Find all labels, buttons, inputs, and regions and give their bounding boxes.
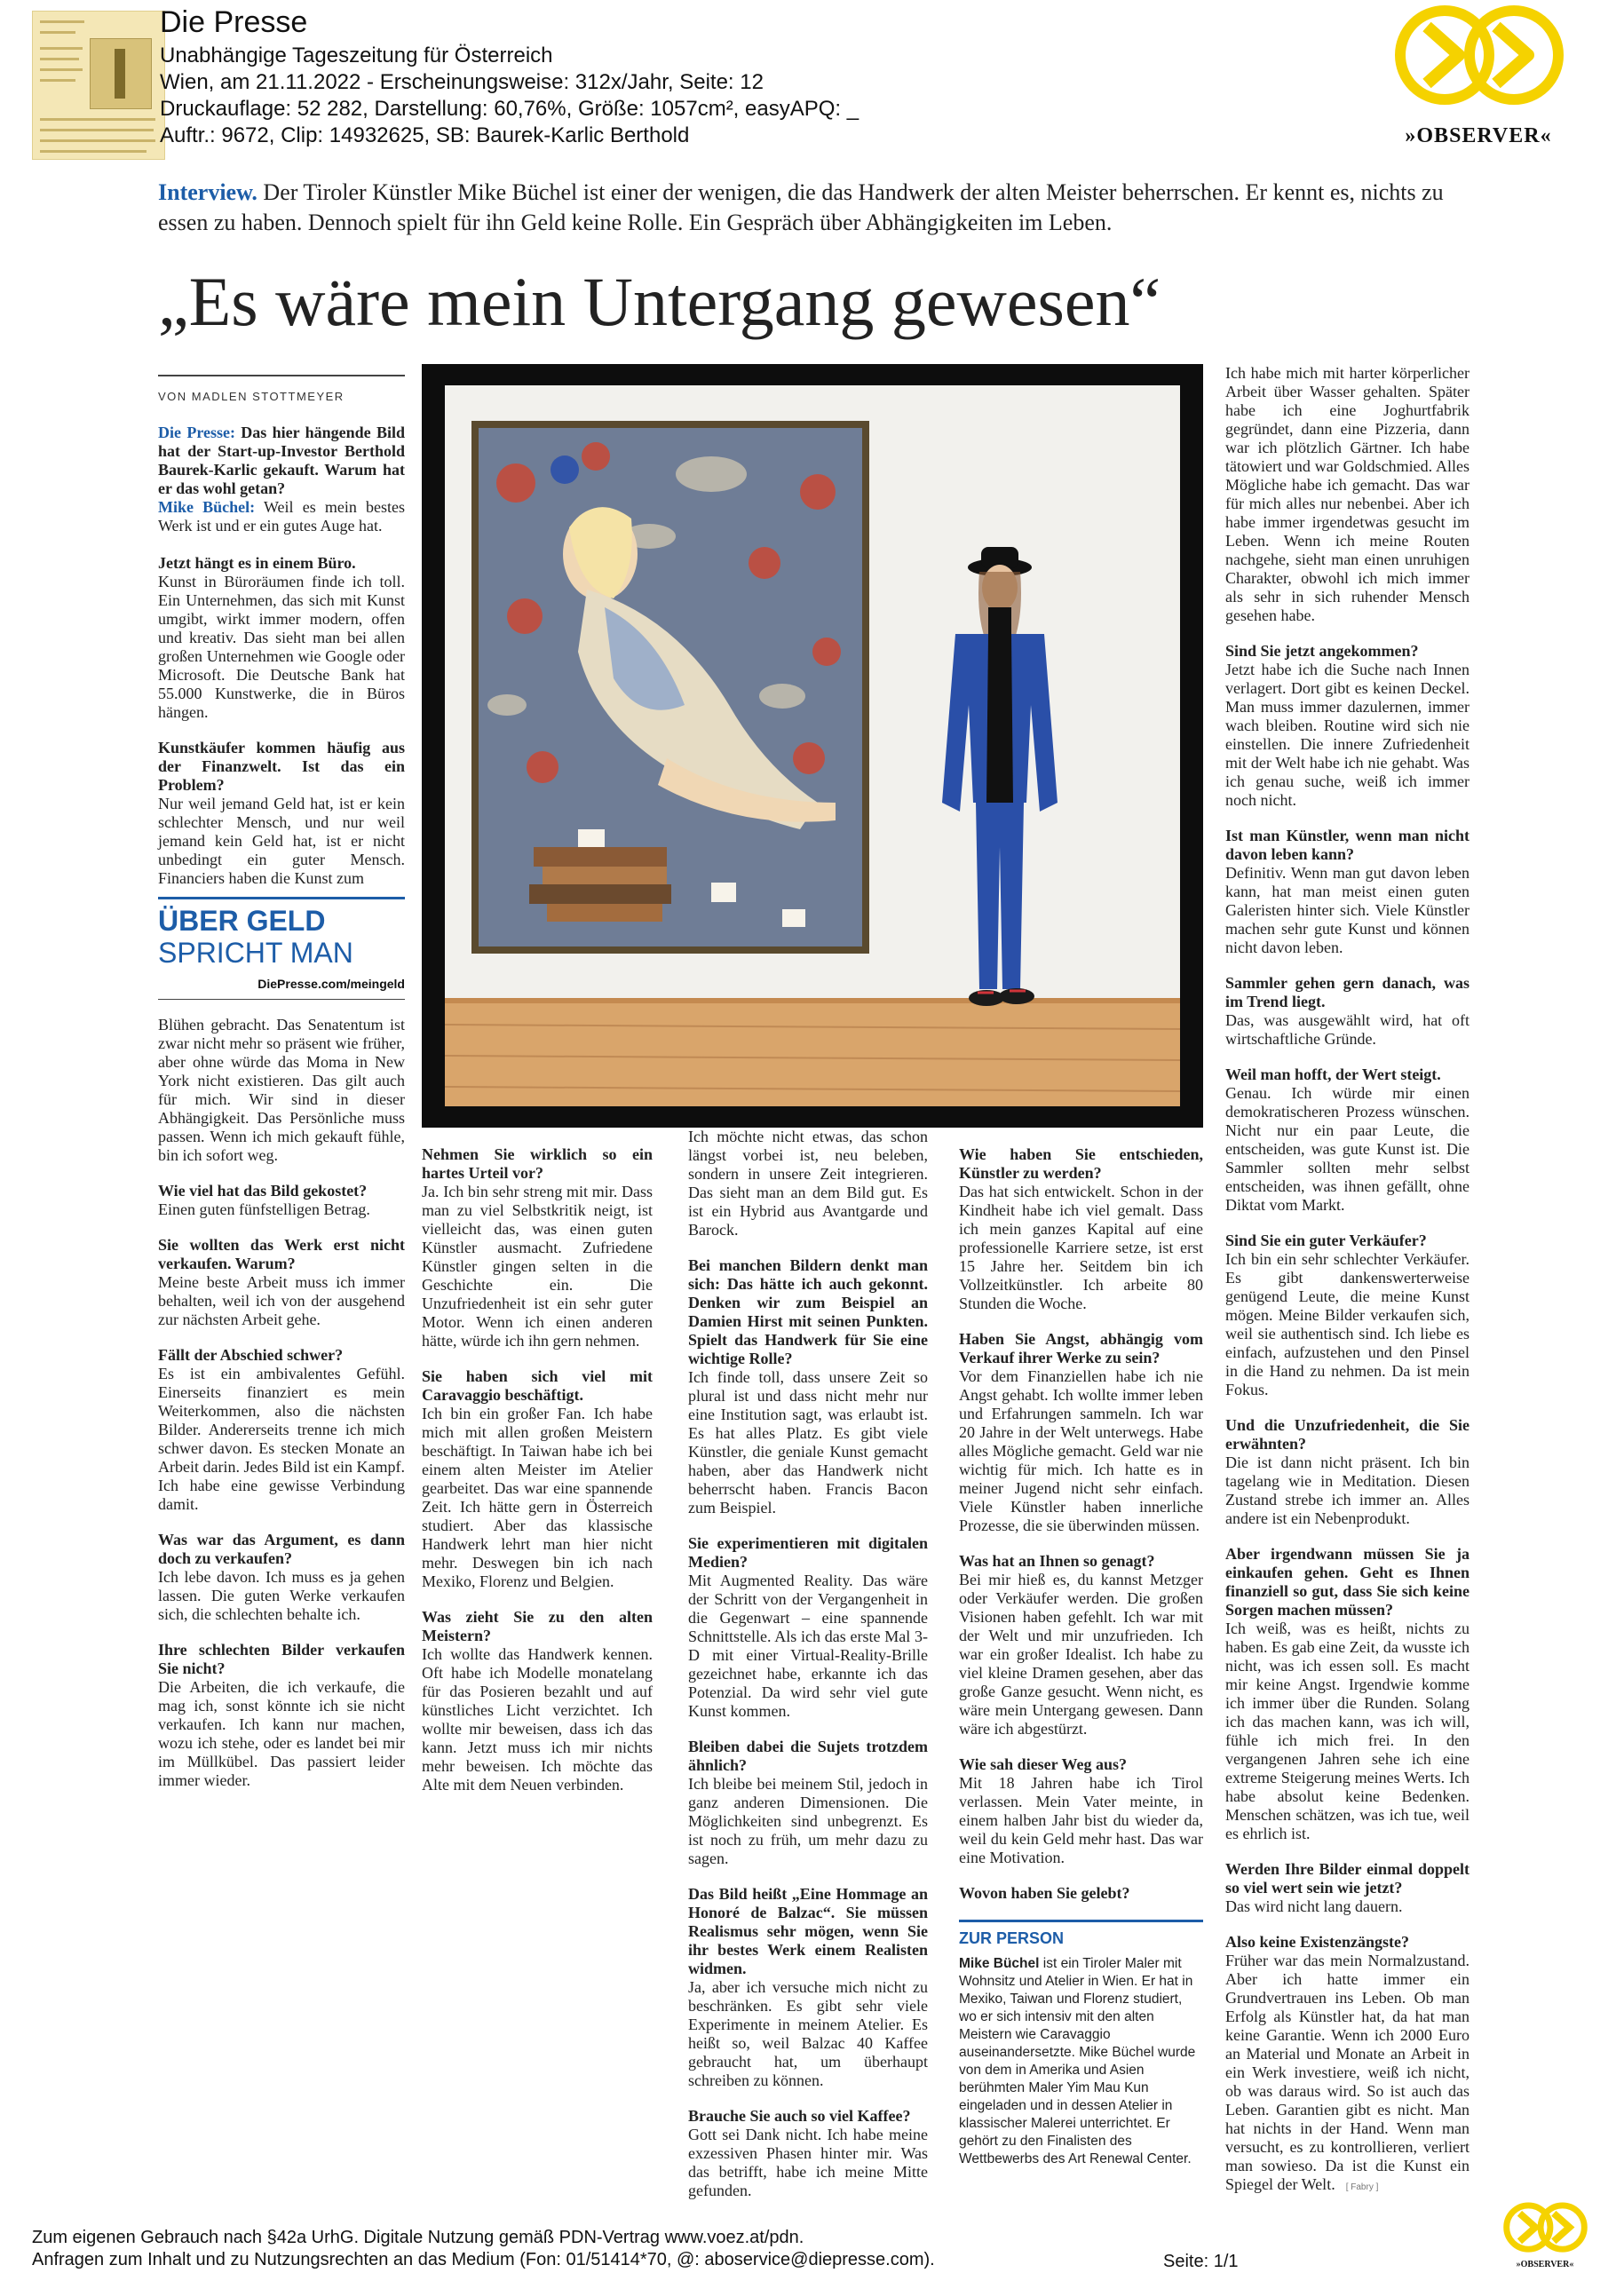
speaker-mike-buechel: Mike Büchel:: [158, 498, 256, 516]
answer: Ja. Ich bin sehr streng mit mir. Dass man zu viel Selbstkritik neigt, ist vielleicht das, was einen guten Künstler ausmacht. Zufriedene Künstler gingen selten in die Geschichte ein. Die Unzufriedenheit ist ein sehr guter Motor. Wenn ich einen anderen hätte, würde ich ihn gern nehmen.: [422, 1183, 653, 1350]
answer: Ich habe mich mit harter körperlicher Arbeit über Wasser gehalten. Später habe ich eine Joghurtfabrik gegründet, dann eine Pizzeria, dann war ich plötzlich Gärtner. Ich habe tätowiert und war Goldschmied. Alles Mögliche habe ich gemacht. Das war für mich alles nur nebenbei. Aber ich habe immer irgendetwas gesucht im Leben. Wenn ich meine Routen nachgehe, sieht man einen unruhigen Charakter, obwohl ich mich immer als sehr in sich ruhender Mensch gesehen habe.: [1225, 364, 1470, 624]
question: Haben Sie Angst, abhängig vom Verkauf ihrer Werke zu sein?: [959, 1330, 1203, 1366]
answer: Gott sei Dank nicht. Ich habe meine exzessiven Phasen hinter mir. Was das betrifft, habe ich meine Mitte gefunden.: [688, 2126, 928, 2199]
answer: Vor dem Finanziellen habe ich nie Angst gehabt. Ich wollte immer leben und Erfahrungen sammeln. Ich war 20 Jahre in der Welt unterwegs. Habe alles Mögliche gemacht. Geld war nie wichtig für mich. Ich hatte es in meiner Jugend nicht sehr einfach. Viele Künstler haben innerliche Prozesse, die sie überwinden müssen.: [959, 1367, 1203, 1534]
question: Was zieht Sie zu den alten Meistern?: [422, 1608, 653, 1644]
question: Jetzt hängt es in einem Büro.: [158, 554, 356, 572]
observer-mini-logo-text: »OBSERVER«: [1516, 2260, 1574, 2269]
question: Das Bild heißt „Eine Hommage an Honoré de Balzac“. Sie müssen Realismus sehr mögen, wenn Sie ihr bestes Werk einem Realisten widmen.: [688, 1885, 928, 1977]
answer: Einen guten fünfstelligen Betrag.: [158, 1200, 370, 1218]
answer: Ja, aber ich versuche mich nicht zu beschränken. Es gibt sehr viele Experimente in meinem Atelier. Es heißt so, weil Balzac 40 Kaffee gebraucht hat, um überhaupt schreiben zu können.: [688, 1978, 928, 2089]
footer-usage-line: Zum eigenen Gebrauch nach §42a UrhG. Digitale Nutzung gemäß PDN-Vertrag www.voez.at/pdn.: [32, 2228, 804, 2247]
copyright-footer: [32, 2227, 935, 2271]
artist-with-painting-photo: [445, 385, 1180, 1106]
order-line: Auftr.: 9672, Clip: 14932625, SB: Baurek-Karlic Berthold: [160, 123, 690, 147]
question: Was hat an Ihnen so genagt?: [959, 1552, 1155, 1570]
clipping-metadata: [160, 2, 859, 149]
answer: Ich wollte das Handwerk kennen. Oft habe ich Modelle monatelang für das Posieren bezahlt und auf künstliches Licht verzichtet. Ich wollte mir beweisen, dass ich das kann. Jetzt muss ich mir nichts mehr beweisen. Ich möchte das Alte mit dem Neuen verbinden.: [422, 1645, 653, 1794]
answer: Ich bleibe bei meinem Stil, jedoch in ganz anderen Dimensionen. Die Möglichkeiten sind unbegrenzt. Es ist noch zu früh, um mehr dazu zu sagen.: [688, 1775, 928, 1867]
print-run-line: Druckauflage: 52 282, Darstellung: 60,76%, Größe: 1057cm², easyAPQ: _: [160, 97, 860, 121]
question: Nehmen Sie wirklich so ein hartes Urteil vor?: [422, 1145, 653, 1182]
answer: Weil es mein bestes Werk ist und er ein gutes Auge hat.: [158, 498, 405, 535]
question: Wie haben Sie entschieden, Künstler zu werden?: [959, 1145, 1203, 1182]
answer: Die Arbeiten, die ich verkaufe, die mag ich, sonst könnte ich sie nicht verkaufen. Ich kann nur machen, wozu ich stehe, oder es landet bei mir im Müllkübel. Das passiert leider immer wieder.: [158, 1678, 405, 1789]
observer-logo-text: »OBSERVER«: [1405, 124, 1552, 147]
article-column-1: [158, 375, 405, 1807]
zur-person-bio: [959, 1955, 1203, 2168]
question: Werden Ihre Bilder einmal doppelt so viel wert sein wie jetzt?: [1225, 1860, 1470, 1897]
question: Also keine Existenzängste?: [1225, 1933, 1409, 1951]
question: Sind Sie jetzt angekommen?: [1225, 642, 1419, 660]
answer: Mit 18 Jahren habe ich Tirol verlassen. Mein Vater meinte, in einem halben Jahr bist du wieder da, weil du kein Geld mehr hast. Das war eine Motivation.: [959, 1774, 1203, 1866]
question: Ihre schlechten Bilder verkaufen Sie nicht?: [158, 1641, 405, 1677]
question: Fällt der Abschied schwer?: [158, 1346, 344, 1364]
zur-person-heading: ZUR PERSON: [959, 1920, 1203, 1948]
promo-subtitle: SPRICHT MAN: [158, 937, 353, 969]
publication-subtitle: Unabhängige Tageszeitung für Österreich: [160, 44, 553, 67]
question: Ist man Künstler, wenn man nicht davon leben kann?: [1225, 827, 1470, 863]
publication-name: Die Presse: [160, 5, 308, 39]
speaker-die-presse: Die Presse:: [158, 424, 235, 441]
answer: Ich lebe davon. Ich muss es ja gehen lassen. Die guten Werke verkaufen sich, die schlechten behalte ich.: [158, 1568, 405, 1623]
answer: Mit Augmented Reality. Das wäre der Schritt von der Vergangenheit in die Gegenwart – eine spannende Schnittstelle. Als ich das erste Mal 3-D mit einer Virtual-Reality-Brille gezeichnet habe, erkannte ich das Potenzial. Da wird sehr viel gute Kunst kommen.: [688, 1572, 928, 1720]
answer: Früher war das mein Normalzustand. Aber ich hatte immer ein Grundvertrauen ins Leben. Ob man Erfolg als Künstler hat, da hat man keine Garantie. Wenn ich 2000 Euro an Material und Monate an Arbeit in ein Werk investiere, weiß ich nicht, ob was daraus wird. So ist auch das Leben. Garantien gibt es nicht. Man hat nichts in der Hand. Wenn man versucht, es zu kontrollieren, verliert man sowieso. Da ist die Kunst ein Spiegel der Welt.: [1225, 1952, 1470, 2193]
footer-contact-line: Anfragen zum Inhalt und zu Nutzungsrechten an das Medium (Fon: 01/51414*70, @: aboservice@diepresse.com).: [32, 2250, 935, 2269]
answer: Das, was ausgewählt wird, hat oft wirtschaftliche Gründe.: [1225, 1011, 1470, 1048]
answer: Kunst in Büroräumen finde ich toll. Ein Unternehmen, das sich mit Kunst umgibt, wirkt immer modern, offen und kreativ. Das sieht man bei allen großen Unternehmen wie Google oder Microsoft. Die Deutsche Bank hat 55.000 Kunstwerke, die in Büros hängen.: [158, 573, 405, 721]
promo-title: ÜBER GELD: [158, 905, 326, 937]
answer: Bei mir hieß es, du kannst Metzger oder Verkäufer werden. Die großen Visionen haben gefehlt. Ich war mit der Welt und mir unzufrieden. Ich war ein großer Idealist. Ich habe zu viel kleine Dramen gesehen, aber das große Ganze gesucht. Wenn nicht, es wäre mein Untergang gewesen. Dann wäre ich abgestürzt.: [959, 1571, 1203, 1738]
bio-text: ist ein Tiroler Maler mit Wohnsitz und Atelier in Wien. Er hat in Mexiko, Taiwan und Florenz studiert, wo er sich intensiv mit den alten Meistern wie Caravaggio auseinandersetzte. Mike Büchel wurde von dem in Amerika und Asien berühmten Maler Yim Mau Kun eingeladen und in dessen Atelier in klassischer Malerei unterrichtet. Er gehört zu den Finalisten des Wettbewerbs des Art Renewal Center.: [959, 1956, 1196, 2166]
byline: VON MADLEN STOTTMEYER: [158, 375, 405, 406]
article-headline: „Es wäre mein Untergang gewesen“: [158, 263, 1161, 340]
answer: Jetzt habe ich die Suche nach Innen verlagert. Dort gibt es keinen Deckel. Man muss immer dazulernen, immer wach bleiben. Routine wird sich nie einstellen. Die innere Zufriedenheit mit der Welt habe ich nie gehabt. Was ich genau suche, weiß ich immer noch nicht.: [1225, 661, 1470, 809]
article-intro-text: Der Tiroler Künstler Mike Büchel ist einer der wenigen, die das Handwerk der alten Meister beherrschen. Er kennt es, nichts zu essen zu haben. Dennoch spielt für ihn Geld keine Rolle. Ein Gespräch über Abhängigkeiten im Leben.: [158, 179, 1444, 235]
answer: Ich bin ein sehr schlechter Verkäufer. Es gibt dankenswerterweise genügend Leute, die meine Kunst mögen. Meine Bilder verkaufen sich, weil sie authentisch sind. Ich liebe es einfach, aufzustehen und den Pinsel in die Hand zu nehmen. Da ist mein Fokus.: [1225, 1250, 1470, 1398]
question: Sind Sie ein guter Verkäufer?: [1225, 1232, 1427, 1249]
question: Aber irgendwann müssen Sie ja einkaufen gehen. Geht es Ihnen finanziell so gut, dass Sie sich keine Sorgen machen müssen?: [1225, 1545, 1470, 1619]
promo-link[interactable]: DiePresse.com/meingeld: [257, 977, 405, 991]
answer: Genau. Ich würde mir einen demokratischeren Prozess wünschen. Nicht nur ein paar Leute, die entscheiden, was gute Kunst ist. Die Sammler sollten mehr selbst entscheiden, was ihnen gefällt, ohne Diktat vom Markt.: [1225, 1084, 1470, 1214]
question: Sammler gehen gern danach, was im Trend liegt.: [1225, 974, 1470, 1010]
article-column-5: [1225, 364, 1470, 2214]
article-column-4: [959, 1145, 1203, 2168]
question: Sie experimentieren mit digitalen Medien?: [688, 1534, 928, 1571]
answer: Meine beste Arbeit muss ich immer behalten, weil ich von der ausgehend zur nächsten Arbeit gehe.: [158, 1273, 405, 1328]
question: Sie haben sich viel mit Caravaggio beschäftigt.: [422, 1367, 653, 1404]
answer: Ich finde toll, dass unsere Zeit so plural ist und dass nicht mehr nur eine Institution sagt, was erlaubt ist. Es hat alles Platz. Es gibt viele Künstler, die geniale Kunst gemacht haben, aber das Handwerk nicht beherrscht haben. Francis Bacon zum Beispiel.: [688, 1368, 928, 1517]
answer: Ich bin ein großer Fan. Ich habe mich mit allen großen Meistern beschäftigt. In Taiwan habe ich bei einem alten Meister im Atelier gearbeitet. Das war eine spannende Zeit. Ich hätte gern in Österreich studiert. Aber das klassische Handwerk lehrt man hier nicht mehr. Deswegen bin ich nach Mexiko, Florenz und Belgien.: [422, 1405, 653, 1590]
promo-box: [158, 897, 405, 1000]
answer: Das wird nicht lang dauern.: [1225, 1897, 1403, 1915]
answer: Ich möchte nicht etwas, das schon längst vorbei ist, neu beleben, sondern in unsere Zeit integrieren. Das sieht man an dem Bild gut. Es ist ein Hybrid aus Avantgarde und Barock.: [688, 1128, 928, 1239]
newspaper-page-thumbnail: [32, 11, 165, 160]
answer: Nur weil jemand Geld hat, ist er kein schlechter Mensch, und nur weil jemand kein Geld hat, ist er nicht unbedingt ein guter Mensch. Financiers haben die Kunst zum: [158, 795, 405, 887]
article-photo: [422, 364, 1203, 1128]
answer: Die ist dann nicht präsent. Ich bin tagelang wie in Meditation. Diesen Zustand strebe ich immer an. Alles andere ist ein Nebenprodukt.: [1225, 1453, 1470, 1527]
answer: Ich weiß, was es heißt, nichts zu haben. Es gab eine Zeit, da wusste ich nicht, was ich essen soll. Es macht mir keine Angst. Irgendwie komme ich immer über die Runden. Solang ich das machen kann, was ich will, fühle ich mich frei. In den vergangenen Jahren sehe ich eine extreme Steigerung meines Werts. Ich habe absolut keine Bedenken. Menschen schätzen, was ich tue, weil es ehrlich ist.: [1225, 1620, 1470, 1842]
page-number: Seite: 1/1: [1163, 2252, 1239, 2271]
answer: Das hat sich entwickelt. Schon in der Kindheit habe ich viel gemalt. Dass ich mein ganzes Kapital auf eine professionelle Karriere setze, ist erst 15 Jahre her. Seitdem bin ich Vollzeitkünstler. Ich arbeite 80 Stunden die Woche.: [959, 1183, 1203, 1312]
answer: Es ist ein ambivalentes Gefühl. Einerseits finanziert es mein Weiterkommen, also die nächsten Bilder. Andererseits trenne ich mich schwer davon. Es stecken Monate an Arbeit darin. Jedes Bild ist ein Kampf. Ich habe eine gewisse Verbindung damit.: [158, 1365, 405, 1513]
question: Wovon haben Sie gelebt?: [959, 1884, 1130, 1902]
question: Kunstkäufer kommen häufig aus der Finanzwelt. Ist das ein Problem?: [158, 739, 405, 794]
question: Wie viel hat das Bild gekostet?: [158, 1182, 368, 1200]
question: Das hier hängende Bild hat der Start-up-Investor Berthold Baurek-Karlic gekauft. Warum hat er das wohl getan?: [158, 424, 405, 497]
article-column-3: [688, 1128, 928, 2217]
article-intro: [158, 178, 1490, 238]
question: Weil man hofft, der Wert steigt.: [1225, 1065, 1441, 1083]
question: Wie sah dieser Weg aus?: [959, 1755, 1128, 1773]
question: Brauche Sie auch so viel Kaffee?: [688, 2107, 911, 2125]
answer: Blühen gebracht. Das Senatentum ist zwar nicht mehr so präsent wie früher, aber ohne würde das Moma in New York nicht existieren. Das gilt auch für mich. Wir sind in dieser Abhängigkeit. Das Persönliche muss passen. Wenn ich mich gekauft fühle, bin ich sofort weg.: [158, 1016, 405, 1164]
question: Und die Unzufriedenheit, die Sie erwähnten?: [1225, 1416, 1470, 1453]
publication-date-line: Wien, am 21.11.2022 - Erscheinungsweise: 312x/Jahr, Seite: 12: [160, 70, 764, 94]
bio-name: Mike Büchel: [959, 1956, 1040, 1971]
question: Was war das Argument, es dann doch zu verkaufen?: [158, 1531, 405, 1567]
question: Bleiben dabei die Sujets trotzdem ähnlich?: [688, 1738, 928, 1774]
article-column-2: [422, 1145, 653, 1811]
answer: Definitiv. Wenn man gut davon leben kann, hat man meist einen guten Galeristen hinter sich. Viele Künstler machen sehr gute Kunst und können nicht davon leben.: [1225, 864, 1470, 956]
article-kicker: Interview.: [158, 179, 257, 205]
question: Sie wollten das Werk erst nicht verkaufen. Warum?: [158, 1236, 405, 1272]
question: Bei manchen Bildern denkt man sich: Das hätte ich auch gekonnt. Denken wir zum Beispiel an Damien Hirst mit seinen Punkten. Spielt das Handwerk für Sie eine wichtige Rolle?: [688, 1256, 928, 1367]
photo-credit: [ Fabry ]: [1345, 2182, 1379, 2192]
